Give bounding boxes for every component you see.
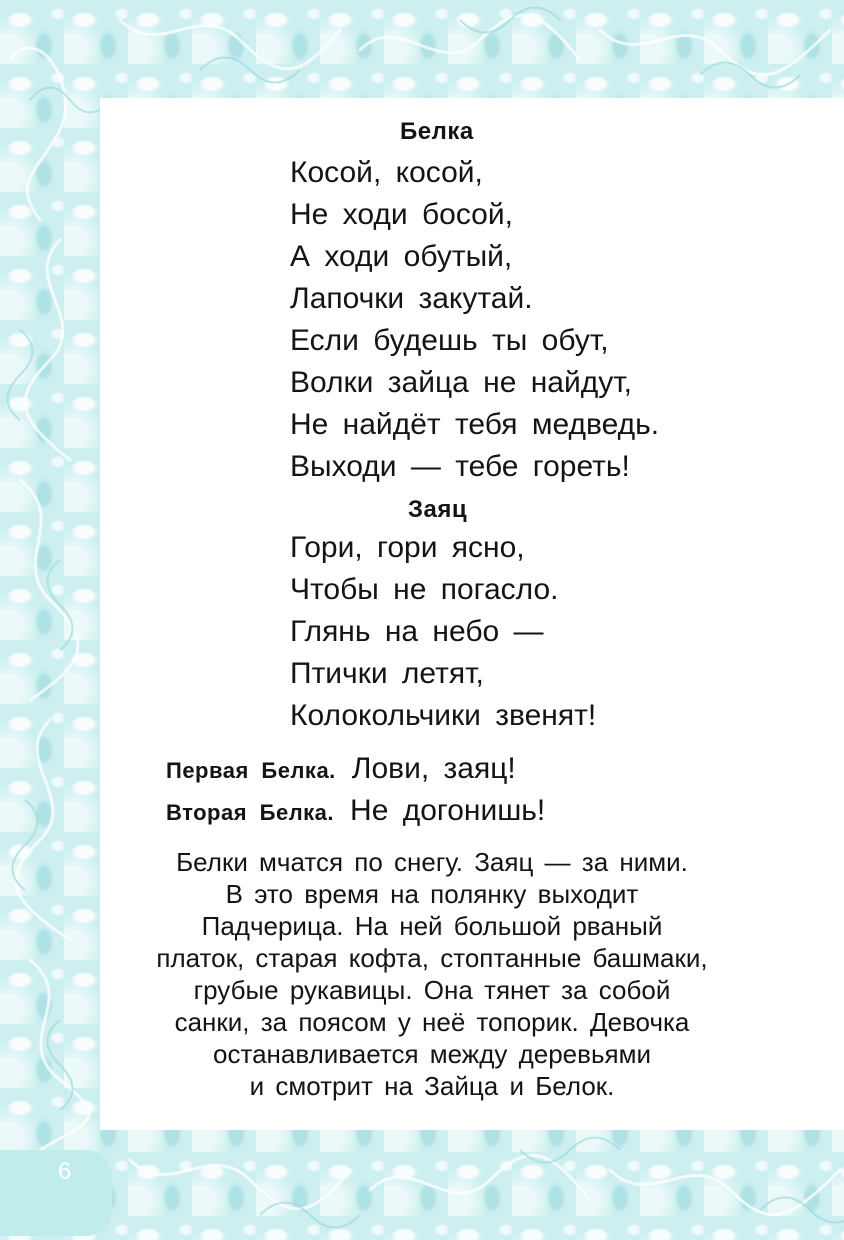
verse-line: Не найдёт тебя медведь. bbox=[290, 408, 660, 441]
verse-hare bbox=[290, 527, 596, 737]
dialogue-role: Вторая Белка. bbox=[166, 800, 335, 825]
stage-direction-line: В это время на полянку выходит bbox=[225, 879, 639, 909]
stage-direction-line: санки, за поясом у неё топорик. Девочка bbox=[174, 1007, 690, 1037]
stage-direction-line: грубые рукавицы. Она тянет за собой bbox=[193, 975, 671, 1005]
stage-direction-line: останавливается между деревьями bbox=[213, 1039, 651, 1069]
verse-line: Не ходи босой, bbox=[290, 198, 513, 231]
stage-direction-line: платок, старая кофта, стоптанные башмаки, bbox=[156, 943, 708, 973]
dialogue-role: Первая Белка. bbox=[166, 758, 336, 783]
verse-line: Чтобы не погасло. bbox=[290, 573, 559, 606]
verse-line: Лапочки закутай. bbox=[290, 282, 533, 315]
verse-squirrel bbox=[290, 152, 659, 488]
verse-line: Косой, косой, bbox=[290, 156, 483, 189]
verse-line: Птички летят, bbox=[290, 657, 484, 690]
dialogue-text: Не догонишь! bbox=[350, 794, 546, 827]
stage-direction bbox=[110, 846, 754, 1102]
verse-line: Если будешь ты обут, bbox=[290, 324, 609, 357]
stage-direction-line: Белки мчатся по снегу. Заяц — за ними. bbox=[176, 847, 688, 877]
verse-line: Колокольчики звенят! bbox=[290, 699, 597, 732]
dialogue-line bbox=[166, 794, 545, 836]
verse-line: Гори, гори ясно, bbox=[290, 531, 525, 564]
verse-line: А ходи обутый, bbox=[290, 240, 513, 273]
verse-line: Выходи — тебе гореть! bbox=[290, 450, 630, 483]
page-number-badge bbox=[0, 1150, 112, 1236]
verse-line: Волки зайца не найдут, bbox=[290, 366, 633, 399]
dialogue-text: Лови, заяц! bbox=[351, 752, 516, 785]
speaker-squirrel: Белка bbox=[400, 118, 474, 145]
verse-line: Глянь на небо — bbox=[290, 615, 544, 648]
speaker-hare: Заяц bbox=[408, 496, 468, 523]
stage-direction-line: и смотрит на Зайца и Белок. bbox=[249, 1071, 615, 1101]
page-number: 6 bbox=[58, 1158, 72, 1185]
stage-direction-line: Падчерица. На ней большой рваный bbox=[201, 911, 663, 941]
dialogue-line bbox=[166, 752, 516, 794]
